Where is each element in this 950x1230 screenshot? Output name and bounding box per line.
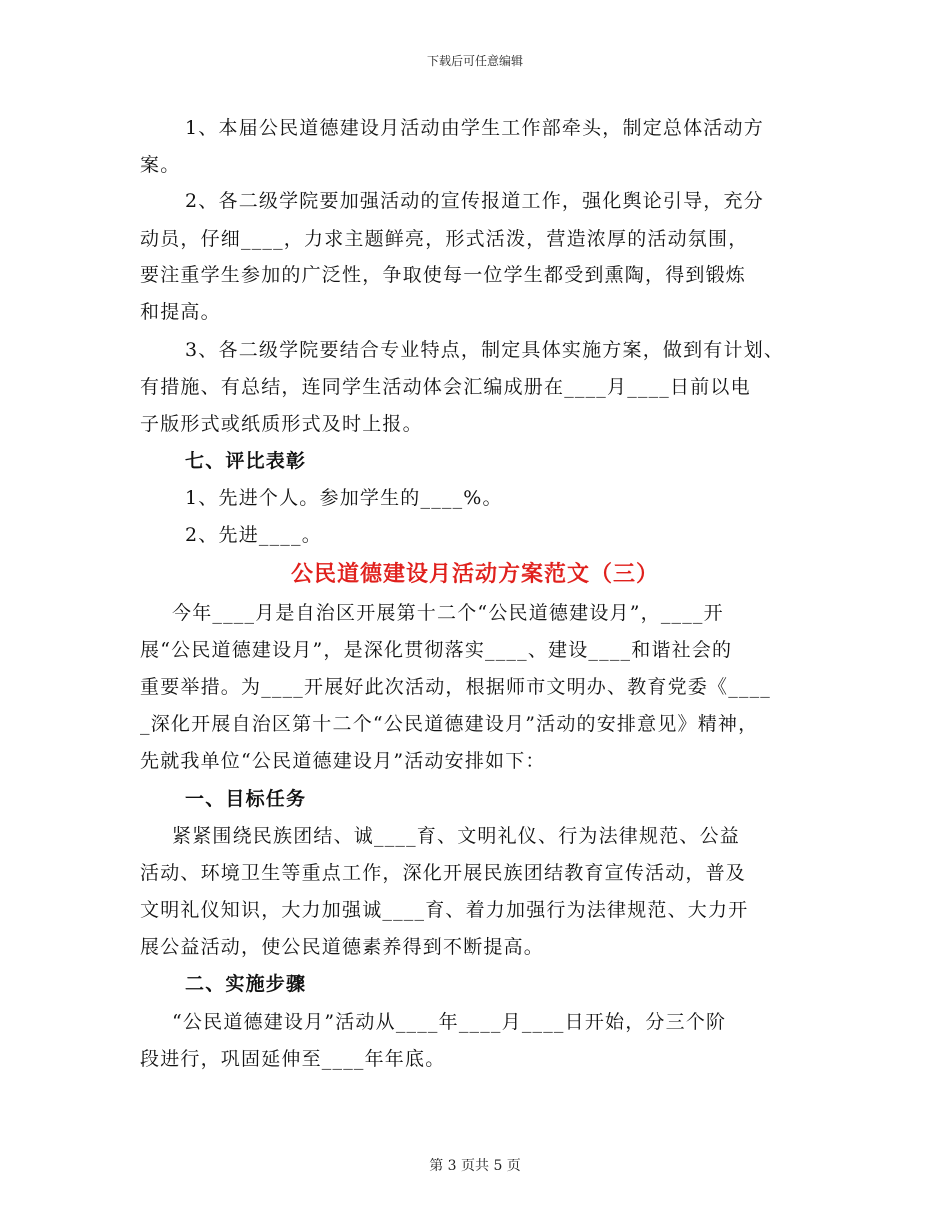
section-heading: 七、评比表彰	[185, 450, 307, 472]
paragraph-line: 文明礼仪知识，大力加强诚____育、着力加强行为法律规范、大力开	[140, 899, 749, 921]
document-title: 公民道德建设月活动方案范文（三）	[290, 561, 659, 587]
paragraph-line: 1、本届公民道德建设月活动由学生工作部牵头，制定总体活动方	[185, 117, 764, 139]
paragraph-line: “公民道德建设月”活动从____年____月____日开始，分三个阶	[172, 1011, 727, 1033]
paragraph-line: 今年____月是自治区开展第十二个“公民道德建设月”，____开	[172, 602, 724, 624]
paragraph-line: 活动、环境卫生等重点工作，深化开展民族团结教育宣传活动，普及	[140, 862, 747, 884]
page-header: 下载后可任意编辑	[426, 54, 523, 68]
paragraph-line: 和提高。	[140, 301, 221, 323]
paragraph-line: 3、各二级学院要结合专业特点，制定具体实施方案，做到有计划、	[185, 339, 785, 361]
paragraph-line: 先就我单位“公民道德建设月”活动安排如下：	[140, 750, 546, 772]
paragraph-line: 动员，仔细____，力求主题鲜亮，形式活泼，营造浓厚的活动氛围，	[140, 228, 749, 250]
paragraph-line: 段进行，巩固延伸至____年年底。	[140, 1048, 446, 1070]
section-heading: 二、实施步骤	[185, 973, 307, 995]
paragraph-line: 要注重学生参加的广泛性，争取使每一位学生都受到熏陶，得到锻炼	[140, 264, 747, 286]
page-footer: 第 3 页共 5 页	[429, 1158, 521, 1174]
paragraph-line: 紧紧围绕民族团结、诚____育、文明礼仪、行为法律规范、公益	[172, 825, 741, 847]
paragraph-line: 2、各二级学院要加强活动的宣传报道工作，强化舆论引导，充分	[185, 190, 764, 212]
paragraph-line: 2、先进____。	[185, 524, 322, 546]
paragraph-line: 子版形式或纸质形式及时上报。	[140, 413, 423, 435]
section-heading: 一、目标任务	[185, 788, 307, 810]
paragraph-line: 重要举措。为____开展好此次活动，根据师市文明办、教育党委《____	[140, 676, 772, 698]
paragraph-line: 案。	[140, 154, 181, 176]
paragraph-line: 1、先进个人。参加学生的____%。	[185, 487, 503, 509]
paragraph-line: 有措施、有总结，连同学生活动体会汇编成册在____月____日前以电	[140, 376, 751, 398]
paragraph-line: 展公益活动，使公民道德素养得到不断提高。	[140, 936, 545, 958]
paragraph-line: _深化开展自治区第十二个“公民道德建设月”活动的安排意见》精神，	[140, 713, 759, 735]
paragraph-line: 展“公民道德建设月”，是深化贯彻落实____、建设____和谐社会的	[140, 639, 733, 661]
